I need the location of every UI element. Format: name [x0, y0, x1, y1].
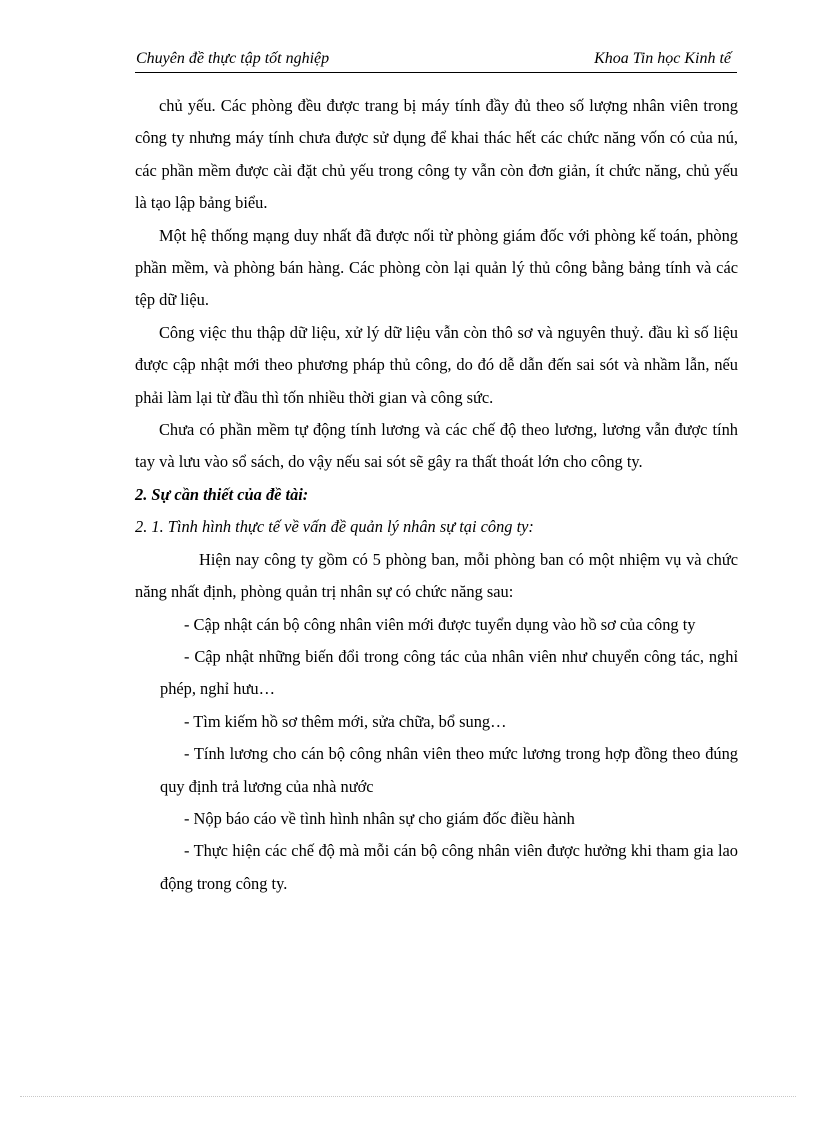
list-item: - Tìm kiếm hồ sơ thêm mới, sửa chữa, bổ sung… — [184, 711, 507, 731]
section-heading: 2. Sự cần thiết của đề tài: — [135, 484, 309, 504]
list-item: - Nộp báo cáo về tình hình nhân sự cho giám đốc điều hành — [184, 808, 575, 828]
header-left-title: Chuyên đề thực tập tốt nghiệp — [136, 50, 330, 67]
list-item: - Thực hiện các chế độ mà mỗi cán bộ công nhân viên được hưởng khi tham gia lao động trong công ty. — [160, 841, 738, 893]
page-bottom-border — [20, 1096, 796, 1097]
paragraph-2: Một hệ thống mạng duy nhất đã được nối từ phòng giám đốc với phòng kế toán, phòng phần mềm, và phòng bán hàng. Các phòng còn lại quản lý thủ công bằng bảng tính và các tệp dữ liệu. — [135, 225, 738, 310]
list-item: - Cập nhật những biến đổi trong công tác của nhân viên như chuyển công tác, nghỉ phép, nghỉ hưu… — [160, 646, 738, 699]
paragraph-4: Chưa có phần mềm tự động tính lương và các chế độ theo lương, lương vẫn được tính tay và lưu vào sổ sách, do vậy nếu sai sót sẽ gây ra thất thoát lớn cho công ty. — [135, 420, 738, 472]
list-item: - Tính lương cho cán bộ công nhân viên theo mức lương trong hợp đồng theo đúng quy định trả lương của nhà nước — [160, 744, 738, 796]
page-header — [135, 48, 737, 73]
subsection-heading: 2. 1. Tình hình thực tế về vấn đề quản lý nhân sự tại công ty: — [135, 517, 534, 537]
list-item: - Cập nhật cán bộ công nhân viên mới được tuyển dụng vào hồ sơ của công ty — [184, 614, 696, 634]
header-right-title: Khoa Tin học Kinh tế — [594, 50, 731, 67]
intro-paragraph: Hiện nay công ty gồm có 5 phòng ban, mỗi phòng ban có một nhiệm vụ và chức năng nhất định, phòng quản trị nhân sự có chức năng sau: — [135, 549, 738, 602]
document-body — [135, 90, 738, 900]
paragraph-3: Công việc thu thập dữ liệu, xử lý dữ liệu vẫn còn thô sơ và nguyên thuỷ. đầu kì số liệu được cập nhật mới theo phương pháp thủ công, do đó dễ dẫn đến sai sót và nhầm lẫn, nếu phải làm lại từ đầu thì tốn nhiều thời gian và công sức. — [135, 322, 738, 407]
paragraph-1: chủ yếu. Các phòng đều được trang bị máy tính đầy đủ theo số lượng nhân viên trong công ty nhưng máy tính chưa được sử dụng để khai thác hết các chức năng vốn có của nú, các phần mềm được cài đặt chủ yếu trong công ty vẫn còn đơn giản, ít chức năng, chủ yếu là tạo lập bảng biểu. — [135, 96, 738, 213]
